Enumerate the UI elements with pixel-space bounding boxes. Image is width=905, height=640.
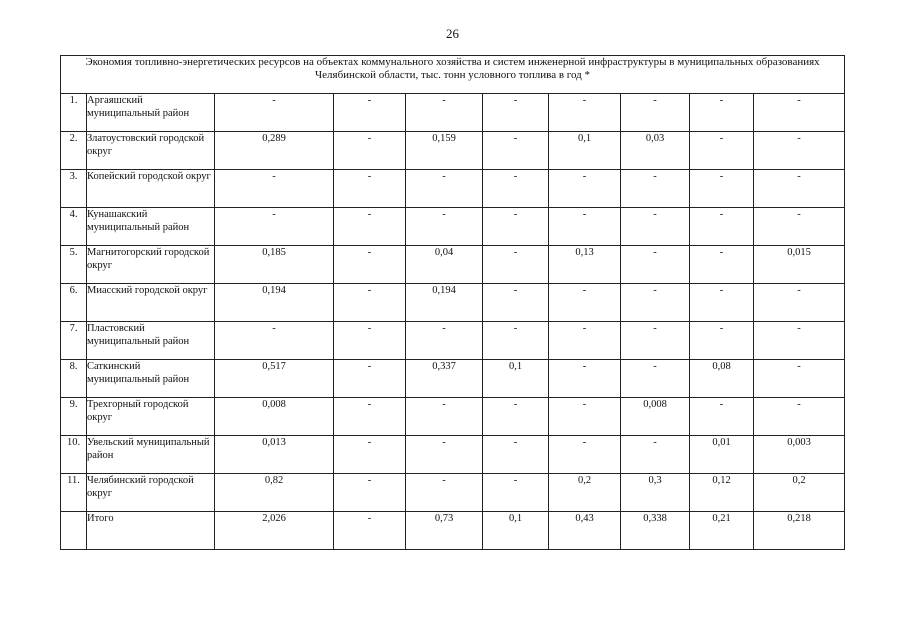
table-row bbox=[61, 170, 845, 208]
value-cell: - bbox=[690, 284, 754, 322]
row-number: 4. bbox=[61, 208, 87, 246]
value-cell: 0,194 bbox=[406, 284, 483, 322]
value-cell: - bbox=[334, 170, 406, 208]
value-cell: - bbox=[690, 398, 754, 436]
municipality-name: Аргаяшский муниципальный район bbox=[87, 94, 215, 132]
value-cell: - bbox=[483, 132, 549, 170]
value-cell: 0,21 bbox=[690, 512, 754, 550]
row-number: 1. bbox=[61, 94, 87, 132]
value-cell: - bbox=[334, 132, 406, 170]
value-cell: - bbox=[334, 246, 406, 284]
value-cell: - bbox=[483, 322, 549, 360]
table-row bbox=[61, 474, 845, 512]
value-cell: - bbox=[483, 208, 549, 246]
value-cell: 0,003 bbox=[754, 436, 845, 474]
municipality-name: Кунашакский муниципальный район bbox=[87, 208, 215, 246]
value-cell: - bbox=[754, 284, 845, 322]
value-cell: 0,008 bbox=[215, 398, 334, 436]
row-number: 2. bbox=[61, 132, 87, 170]
value-cell: - bbox=[406, 94, 483, 132]
value-cell: - bbox=[406, 170, 483, 208]
value-cell: - bbox=[406, 436, 483, 474]
municipality-name: Копейский городской округ bbox=[87, 170, 215, 208]
value-cell: - bbox=[483, 170, 549, 208]
table-row bbox=[61, 512, 845, 550]
value-cell: - bbox=[406, 474, 483, 512]
value-cell: - bbox=[690, 94, 754, 132]
value-cell: - bbox=[334, 322, 406, 360]
value-cell: - bbox=[690, 246, 754, 284]
value-cell: - bbox=[406, 398, 483, 436]
value-cell: - bbox=[754, 208, 845, 246]
table-row bbox=[61, 132, 845, 170]
value-cell: - bbox=[334, 94, 406, 132]
value-cell: - bbox=[549, 398, 621, 436]
value-cell: 0,3 bbox=[621, 474, 690, 512]
value-cell: 0,08 bbox=[690, 360, 754, 398]
value-cell: - bbox=[483, 284, 549, 322]
table-row bbox=[61, 284, 845, 322]
value-cell: 0,2 bbox=[754, 474, 845, 512]
municipality-name: Челябинский городской округ bbox=[87, 474, 215, 512]
value-cell: - bbox=[549, 284, 621, 322]
value-cell: - bbox=[754, 322, 845, 360]
row-number: 10. bbox=[61, 436, 87, 474]
value-cell: - bbox=[549, 360, 621, 398]
value-cell: 0,015 bbox=[754, 246, 845, 284]
value-cell: - bbox=[754, 94, 845, 132]
value-cell: - bbox=[483, 94, 549, 132]
row-number: 6. bbox=[61, 284, 87, 322]
row-number: 3. bbox=[61, 170, 87, 208]
value-cell: 0,008 bbox=[621, 398, 690, 436]
table-row bbox=[61, 398, 845, 436]
value-cell: 0,2 bbox=[549, 474, 621, 512]
value-cell: - bbox=[690, 322, 754, 360]
row-number: 5. bbox=[61, 246, 87, 284]
value-cell: 0,517 bbox=[215, 360, 334, 398]
value-cell: 0,337 bbox=[406, 360, 483, 398]
value-cell: 0,43 bbox=[549, 512, 621, 550]
value-cell: - bbox=[690, 208, 754, 246]
value-cell: - bbox=[483, 474, 549, 512]
value-cell: 0,13 bbox=[549, 246, 621, 284]
value-cell: - bbox=[549, 94, 621, 132]
value-cell: 0,185 bbox=[215, 246, 334, 284]
value-cell: 0,218 bbox=[754, 512, 845, 550]
value-cell: 0,04 bbox=[406, 246, 483, 284]
value-cell: - bbox=[334, 512, 406, 550]
municipality-name: Саткинский муниципальный район bbox=[87, 360, 215, 398]
table-row bbox=[61, 94, 845, 132]
value-cell: - bbox=[215, 208, 334, 246]
value-cell: - bbox=[621, 284, 690, 322]
value-cell: - bbox=[483, 398, 549, 436]
value-cell: 2,026 bbox=[215, 512, 334, 550]
value-cell: - bbox=[549, 436, 621, 474]
value-cell: - bbox=[754, 398, 845, 436]
municipality-name: Магнитогорский городской округ bbox=[87, 246, 215, 284]
row-number: 9. bbox=[61, 398, 87, 436]
value-cell: 0,338 bbox=[621, 512, 690, 550]
value-cell: - bbox=[334, 360, 406, 398]
value-cell: - bbox=[406, 208, 483, 246]
municipality-name: Итого bbox=[87, 512, 215, 550]
table-row bbox=[61, 360, 845, 398]
value-cell: - bbox=[754, 170, 845, 208]
page-number: 26 bbox=[446, 26, 459, 41]
value-cell: 0,03 bbox=[621, 132, 690, 170]
value-cell: - bbox=[621, 360, 690, 398]
value-cell: - bbox=[549, 322, 621, 360]
table-title: Экономия топливно-энергетических ресурсов на объектах коммунального хозяйства и систем инженерной инфраструктуры в муниципальных образованиях Челябинской области, тыс. тонн условного топлива в год * bbox=[61, 56, 845, 94]
value-cell: - bbox=[621, 208, 690, 246]
value-cell: 0,1 bbox=[549, 132, 621, 170]
row-number: 7. bbox=[61, 322, 87, 360]
value-cell: - bbox=[754, 132, 845, 170]
value-cell: 0,82 bbox=[215, 474, 334, 512]
row-number bbox=[61, 512, 87, 550]
value-cell: - bbox=[690, 170, 754, 208]
municipality-name: Увельский муниципальный район bbox=[87, 436, 215, 474]
value-cell: - bbox=[215, 170, 334, 208]
table-row bbox=[61, 322, 845, 360]
municipality-name: Златоустовский городской округ bbox=[87, 132, 215, 170]
value-cell: 0,01 bbox=[690, 436, 754, 474]
value-cell: - bbox=[483, 436, 549, 474]
value-cell: - bbox=[621, 322, 690, 360]
value-cell: 0,013 bbox=[215, 436, 334, 474]
table-row bbox=[61, 246, 845, 284]
value-cell: - bbox=[621, 246, 690, 284]
value-cell: 0,159 bbox=[406, 132, 483, 170]
value-cell: - bbox=[215, 322, 334, 360]
value-cell: 0,1 bbox=[483, 360, 549, 398]
value-cell: - bbox=[215, 94, 334, 132]
value-cell: - bbox=[549, 208, 621, 246]
savings-table bbox=[60, 55, 845, 550]
municipality-name: Пластовский муниципальный район bbox=[87, 322, 215, 360]
value-cell: 0,12 bbox=[690, 474, 754, 512]
value-cell: - bbox=[549, 170, 621, 208]
value-cell: - bbox=[621, 436, 690, 474]
value-cell: - bbox=[621, 170, 690, 208]
value-cell: 0,73 bbox=[406, 512, 483, 550]
value-cell: - bbox=[406, 322, 483, 360]
value-cell: - bbox=[334, 436, 406, 474]
value-cell: - bbox=[334, 474, 406, 512]
row-number: 8. bbox=[61, 360, 87, 398]
value-cell: - bbox=[334, 208, 406, 246]
table-row bbox=[61, 208, 845, 246]
value-cell: - bbox=[334, 398, 406, 436]
row-number: 11. bbox=[61, 474, 87, 512]
table-row bbox=[61, 436, 845, 474]
municipality-name: Трехгорный городской округ bbox=[87, 398, 215, 436]
value-cell: - bbox=[754, 360, 845, 398]
value-cell: - bbox=[334, 284, 406, 322]
value-cell: 0,289 bbox=[215, 132, 334, 170]
value-cell: 0,194 bbox=[215, 284, 334, 322]
value-cell: - bbox=[483, 246, 549, 284]
value-cell: - bbox=[621, 94, 690, 132]
value-cell: - bbox=[690, 132, 754, 170]
value-cell: 0,1 bbox=[483, 512, 549, 550]
municipality-name: Миасский городской округ bbox=[87, 284, 215, 322]
